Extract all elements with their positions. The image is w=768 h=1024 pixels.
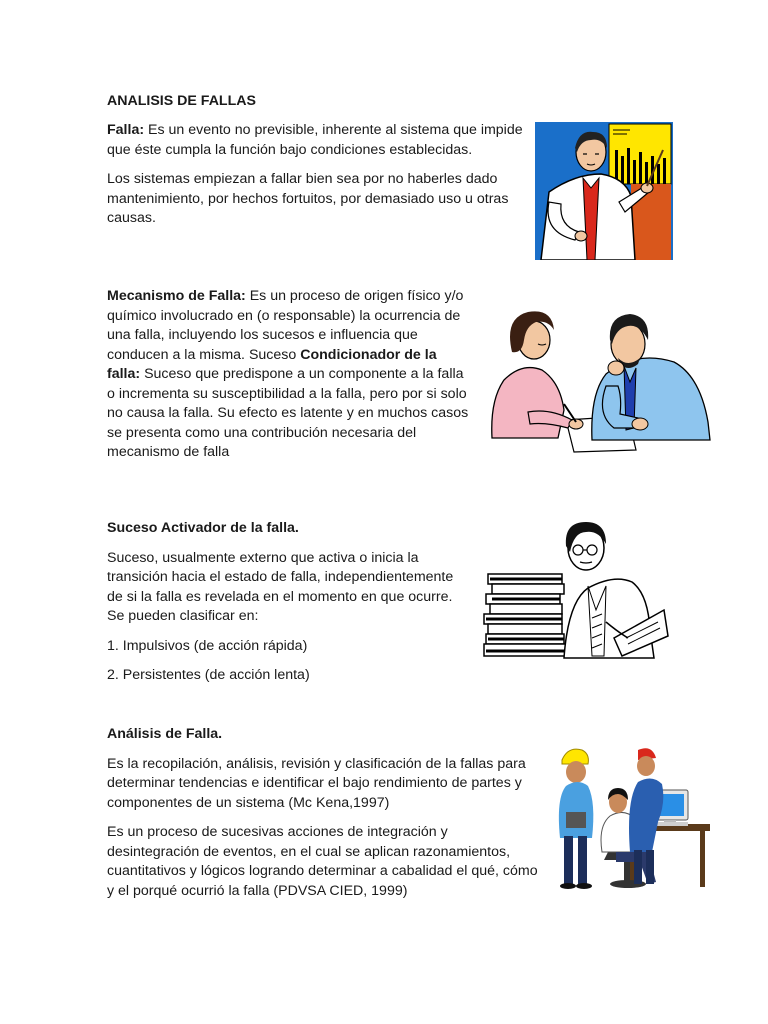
meeting-clipart <box>488 290 718 455</box>
analisis-heading: Análisis de Falla. <box>107 726 223 742</box>
falla-causes-paragraph: Los sistemas empiezan a fallar bien sea por no haberles dado mantenimiento, por hechos fortuitos, por demasiado uso u otras causas. <box>107 171 509 226</box>
analisis-paragraph-1: Es la recopilación, análisis, revisión y clasificación de la fallas para determinar tendencias e identificar el bajo rendimiento de partes y componentes de un sistema (Mc Kena,1997) <box>107 755 526 811</box>
section-analisis <box>107 725 539 901</box>
activador-item-1: 1. Impulsivos (de acción rápida) <box>107 637 308 654</box>
falla-definition: Falla: Es un evento no previsible, inherente al sistema que impide que éste cumpla la función bajo condiciones establecidas. <box>107 122 523 158</box>
team-computer-clipart <box>556 742 711 897</box>
section-falla <box>107 121 532 229</box>
section-mecanismo <box>107 287 469 463</box>
presenter-clipart <box>535 122 673 260</box>
mecanismo-term: Mecanismo de Falla: <box>107 288 246 304</box>
document-title: ANALISIS DE FALLAS <box>107 93 256 109</box>
activador-item-2: 2. Persistentes (de acción lenta) <box>107 667 310 683</box>
falla-term: Falla: <box>107 122 145 138</box>
section-activador <box>107 519 457 686</box>
activador-paragraph: Suceso, usualmente externo que activa o inicia la transición hacia el estado de falla, independientemente de si la falla es revelada en el momento en que ocurre. Se pueden clasificar en: <box>107 549 454 624</box>
condicionador-term: Condicionador de la falla: <box>107 346 437 382</box>
mecanismo-definition: Mecanismo de Falla: Es un proceso de origen físico y/o químico involucrado en (o responsable) la ocurrencia de una falla, incluyendo los sucesos e influencia que conducen a la misma. Suceso Condicionador de la falla: Suceso que predispone a un componente a la falla o incrementa su susceptibilidad a la falla, pero por si solo no causa la falla. Su efecto es latente y en muchos casos se presenta como una contribución necesaria del mecanismo de falla <box>107 288 469 460</box>
paperwork-clipart <box>478 518 698 668</box>
analisis-paragraph-2: Es un proceso de sucesivas acciones de integración y desintegración de eventos, en el cual se aplican razonamientos, cuantitativos y lógicos logrando determinar a cabalidad el qué, cómo y el porqué ocurrió la falla (PDVSA CIED, 1999) <box>107 824 538 899</box>
activador-heading: Suceso Activador de la falla. <box>107 520 299 536</box>
